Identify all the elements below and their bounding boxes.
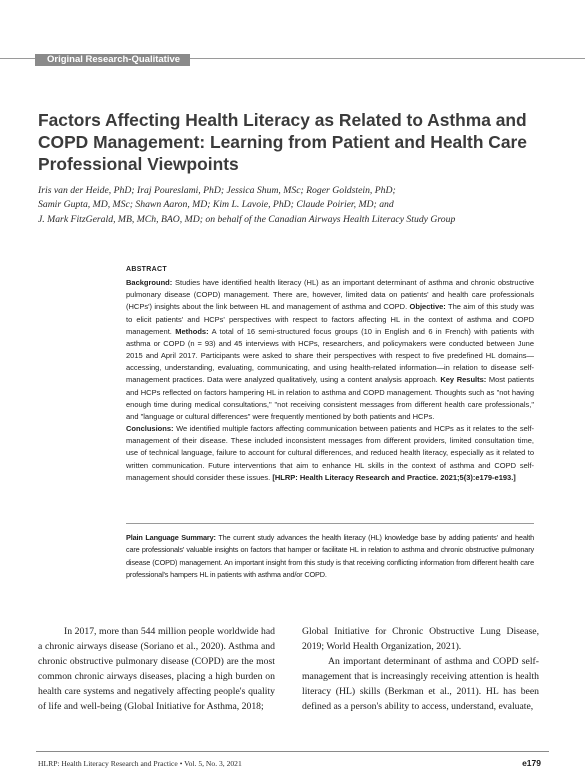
abstract-body [126, 277, 534, 484]
section-tag: Original Research-Qualitative [35, 54, 190, 66]
citation: [HLRP: Health Literacy Research and Practice. 2021;5(3):e179-e193.] [272, 472, 516, 482]
background-text: Studies have identified health literacy (HL) as an important determinant of asthma and chronic obstructive pulmonary disease (COPD) management. There are, however, limited data on patients' and health care professionals (HCPs') insights about the link between HL and management of asthma and COPD. [126, 278, 534, 312]
objective-label: Objective: [409, 302, 446, 312]
methods-text: A total of 16 semi-structured focus groups (10 in English and 6 in French) with patients with asthma or COPD (n = 93) and 45 interviews with HCPs, researchers, and policymakers were conducted between June 2015 and April 2017. Participants were asked to share their perspectives with respect to five predefined HL domains—accessing, understanding, evaluating, communicating, and using health-related information—in relation to disease self-management practices. Data were analyzed qualitatively, using a content analysis approach. [126, 326, 534, 385]
author-line: J. Mark FitzGerald, MB, MCh, BAO, MD; on behalf of the Canadian Airways Health Literacy Study Group [38, 213, 456, 225]
footer-journal: HLRP: Health Literacy Research and Practice • Vol. 5, No. 3, 2021 [38, 759, 242, 768]
conclusions-text: We identified multiple factors affecting communication between patients and HCPs as it relates to the self-management of their disease. These included inconsistent messages from different providers, limited consultation time, use of technical language, failure to account for cultural differences, and reduced health literacy, especially as it related to written communication. Future interventions that aim to enhance HL skills in the context of asthma and COPD self-management should consider these issues. [126, 424, 534, 482]
results-text: Most patients and HCPs reflected on factors hampering HL in relation to asthma and COPD management. Thoughts such as "not having enough time during medical consultations," "not receiving consistent messages from different health care professionals," and "language or cultural differences" were frequently mentioned by both patients and HCPs. [126, 375, 534, 421]
author-line: Samir Gupta, MD, MSc; Shawn Aaron, MD; Kim L. Lavoie, PhD; Claude Poirier, MD; and [38, 199, 394, 211]
abstract-heading: ABSTRACT [126, 266, 167, 273]
body-paragraph: In 2017, more than 544 million people worldwide had a chronic airways disease (Soriano et al., 2020). Asthma and chronic obstructive pulmonary disease (COPD) are the most common chronic airways diseases, placing a high burden on health care systems and negatively affecting people's quality of life and well-being (Global Initiative for Asthma, 2018; [38, 626, 275, 712]
methods-label: Methods: [175, 326, 209, 336]
body-paragraph: An important determinant of asthma and COPD self-management that is increasingly receiving attention is health literacy (HL) skills (Berkman et al., 2011). HL has been defined as a person's ability to access, understand, evaluate, [302, 655, 539, 712]
summary-label: Plain Language Summary: [126, 533, 216, 542]
footer-rule [36, 751, 549, 752]
body-column-right [302, 625, 539, 714]
results-label: Key Results: [440, 375, 487, 385]
body-paragraph: Global Initiative for Chronic Obstructive Lung Disease, 2019; World Health Organization, 2021). [302, 626, 539, 652]
article-title: Factors Affecting Health Literacy as Related to Asthma and COPD Management: Learning from Patient and Health Care Professional Viewpoints [38, 110, 527, 174]
conclusions-label: Conclusions: [126, 424, 174, 434]
author-list [38, 184, 553, 227]
summary-text: The current study advances the health literacy (HL) knowledge base by adding patients' and health care professionals' valuable insights on factors that hamper or facilitate HL in relation to asthma and chronic obstructive pulmonary disease (COPD) management. An important insight from this study is that receiving conflicting information from different health care professional's hampers HL in patients with asthma and/or COPD. [126, 533, 534, 579]
abstract [126, 264, 534, 484]
author-line: Iris van der Heide, PhD; Iraj Poureslami, PhD; Jessica Shum, MSc; Roger Goldstein, PhD; [38, 185, 396, 196]
page-number: e179 [522, 758, 541, 768]
objective-text: The aim of this study was to elicit patients' and HCPs' perspectives with respect to factors affecting HL in the context of asthma and COPD management. [126, 302, 534, 336]
plain-language-summary [126, 532, 534, 581]
body-column-left [38, 625, 275, 714]
abstract-divider [126, 523, 534, 524]
background-label: Background: [126, 278, 173, 288]
